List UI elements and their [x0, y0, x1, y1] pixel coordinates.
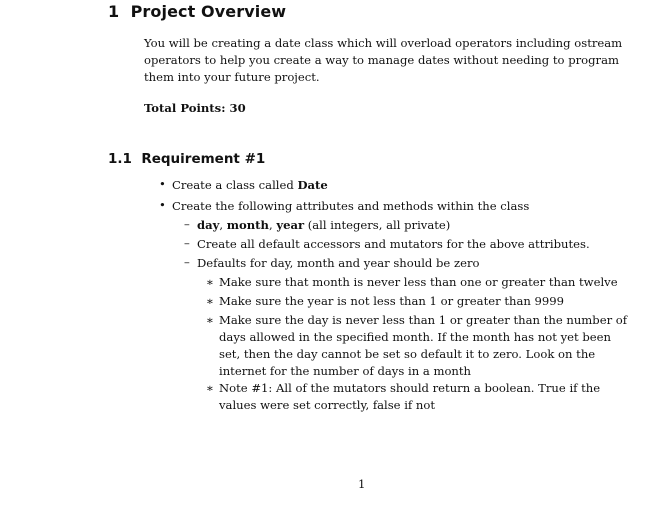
- dash-marker: –: [184, 255, 190, 269]
- bullet-item: [172, 177, 328, 194]
- star-item: Make sure that month is never less than one or greater than twelve: [219, 275, 618, 289]
- star-line: set, then the day cannot be set so default it to zero. Look on the: [219, 347, 596, 361]
- star-line: days allowed in the specified month. If the month has not yet been: [219, 330, 611, 344]
- star-line: Make sure the day is never less than 1 or greater than the number of: [219, 313, 628, 327]
- total-points: [144, 100, 246, 117]
- dash-item: Defaults for day, month and year should be zero: [197, 256, 480, 270]
- dash-item: Create all default accessors and mutators for the above attributes.: [197, 237, 590, 251]
- total-points-label: Total Points:: [144, 101, 226, 115]
- section-number: 1: [108, 2, 120, 21]
- attr-year: year: [276, 218, 305, 232]
- intro-line: You will be creating a date class which will overload operators including ostream: [144, 36, 623, 50]
- dash-item: day, month, year (all integers, all private): [197, 218, 451, 232]
- dash-marker: –: [184, 217, 190, 231]
- subsection-number: 1.1: [108, 151, 132, 167]
- attr-day: day: [197, 218, 220, 232]
- bullet-marker: •: [159, 198, 166, 212]
- star-marker: ∗: [206, 381, 214, 395]
- attr-month: month: [226, 218, 269, 232]
- star-line: values were set correctly, false if not: [219, 398, 436, 412]
- star-item: [219, 312, 627, 380]
- section-title: Project Overview: [130, 2, 287, 21]
- bullet-marker: •: [159, 177, 166, 191]
- subsection-heading: [108, 151, 265, 167]
- star-marker: ∗: [206, 294, 214, 308]
- dash-marker: –: [184, 236, 190, 250]
- star-marker: ∗: [206, 313, 214, 327]
- total-points-value: 30: [229, 101, 246, 115]
- bullet-text: Create a class called: [172, 178, 298, 192]
- star-item: [219, 380, 600, 414]
- attr-note: (all integers, all private): [304, 218, 451, 232]
- page-number: 1: [358, 477, 366, 491]
- star-line: Note #1: All of the mutators should return a boolean. True if the: [219, 381, 601, 395]
- star-line: internet for the number of days in a month: [219, 364, 472, 378]
- intro-line: operators to help you create a way to manage dates without needing to program: [144, 53, 620, 67]
- intro-line: them into your future project.: [144, 70, 320, 84]
- subsection-title: Requirement #1: [141, 151, 266, 167]
- star-marker: ∗: [206, 275, 214, 289]
- class-name: Date: [297, 178, 328, 192]
- intro-paragraph: [144, 35, 622, 86]
- bullet-item: Create the following attributes and methods within the class: [172, 199, 530, 213]
- star-item: Make sure the year is not less than 1 or greater than 9999: [219, 294, 565, 308]
- section-heading: [108, 2, 286, 21]
